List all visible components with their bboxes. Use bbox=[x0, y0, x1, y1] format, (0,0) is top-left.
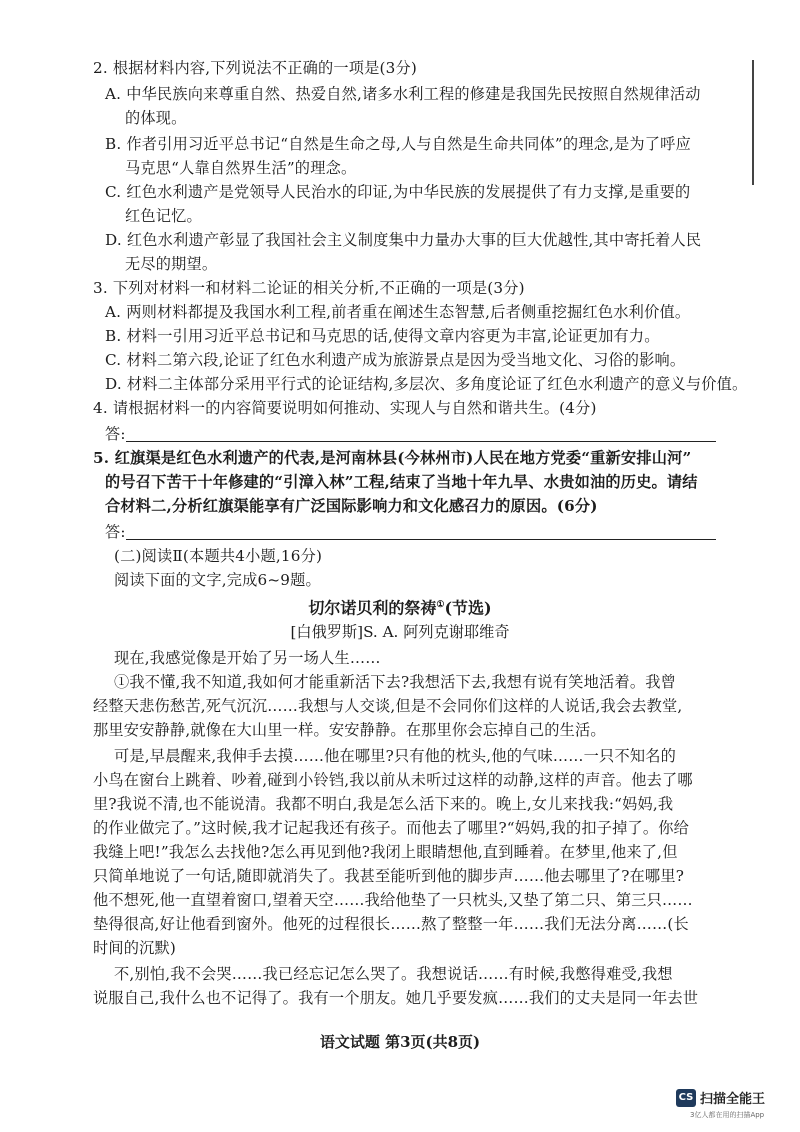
passage-line: ①我不懂,我不知道,我如何才能重新活下去?我想活下去,我想有说有笑地活着。我曾 bbox=[114, 673, 676, 691]
q2-option-d-cont: 无尽的期望。 bbox=[125, 255, 218, 273]
passage-line: 可是,早晨醒来,我伸手去摸……他在哪里?只有他的枕头,他的气味……一只不知名的 bbox=[114, 747, 676, 765]
q3-stem: 3. 下列对材料一和材料二论证的相关分析,不正确的一项是(3分) bbox=[93, 279, 525, 297]
passage-line: 经整天悲伤愁苦,死气沉沉……我想与人交谈,但是不会同你们这样的人说话,我会去教堂, bbox=[93, 697, 683, 715]
q5-answer-label: 答: bbox=[105, 523, 126, 541]
passage-line: 的作业做完了。”这时候,我才记起我还有孩子。而他去了哪里?“妈妈,我的扣子掉了。你给 bbox=[93, 819, 690, 837]
q4-answer-label: 答: bbox=[105, 425, 126, 443]
passage-line: 那里安安静静,就像在大山里一样。安安静静。在那里你会忘掉自己的生活。 bbox=[93, 721, 606, 739]
q2-option-c-cont: 红色记忆。 bbox=[125, 207, 202, 225]
q2-option-c: C. 红色水利遗产是党领导人民治水的印证,为中华民族的发展提供了有力支撑,是重要的 bbox=[105, 183, 691, 201]
passage-line: 现在,我感觉像是开始了另一场人生…… bbox=[114, 649, 381, 667]
q4-answer-line[interactable] bbox=[126, 441, 716, 442]
section-instruction: 阅读下面的文字,完成6~9题。 bbox=[114, 571, 321, 589]
scanner-name: 扫描全能王 bbox=[700, 1092, 766, 1107]
passage-line: 小鸟在窗台上跳着、吵着,碰到小铃铛,我以前从未听过这样的动静,这样的声音。他去了哪 bbox=[93, 771, 693, 789]
camscanner-icon: CS bbox=[676, 1089, 696, 1107]
passage-author: [白俄罗斯]S. A. 阿列克谢耶维奇 bbox=[290, 623, 510, 641]
passage-line: 只简单地说了一句话,随即就消失了。我甚至能听到他的脚步声……他去哪里了?在哪里? bbox=[93, 867, 685, 885]
margin-line bbox=[752, 60, 754, 185]
passage-title-text: 切尔诺贝利的祭祷 bbox=[308, 598, 437, 618]
q2-stem: 2. 根据材料内容,下列说法不正确的一项是(3分) bbox=[93, 59, 418, 77]
q2-option-b: B. 作者引用习近平总书记“自然是生命之母,人与自然是生命共同体”的理念,是为了呼应 bbox=[105, 135, 691, 153]
scanner-tagline: 3亿人都在用的扫描App bbox=[690, 1111, 765, 1119]
q5-line3: 合材料二,分析红旗渠能享有广泛国际影响力和文化感召力的原因。(6分) bbox=[105, 497, 598, 515]
q2-option-a: A. 中华民族向来尊重自然、热爱自然,诸多水利工程的修建是我国先民按照自然规律活动 bbox=[105, 85, 701, 103]
q5-answer-line[interactable] bbox=[126, 539, 716, 540]
q3-option-d: D. 材料二主体部分采用平行式的论证结构,多层次、多角度论证了红色水利遗产的意义与价值。 bbox=[105, 375, 748, 393]
q5-line2: 的号召下苦干十年修建的“引漳入林”工程,结束了当地十年九旱、水贵如油的历史。请结 bbox=[105, 473, 698, 491]
passage-line: 他不想死,他一直望着窗口,望着天空……我给他垫了一只枕头,又垫了第二只、第三只…… bbox=[93, 891, 693, 909]
passage-title-suffix: (节选) bbox=[444, 598, 492, 618]
page-footer: 语文试题 第3页(共8页) bbox=[319, 1033, 481, 1051]
passage-line: 垫得很高,好让他看到窗外。他死的过程很长……熬了整整一年……我们无法分离……(长 bbox=[93, 915, 689, 933]
passage-line: 时间的沉默) bbox=[93, 939, 177, 957]
passage-line: 我缝上吧!”我怎么去找他?怎么再见到他?我闭上眼睛想他,直到睡着。在梦里,他来了,但 bbox=[93, 843, 678, 861]
passage-line: 不,别怕,我不会哭……我已经忘记怎么哭了。我想说话……有时候,我憋得难受,我想 bbox=[114, 965, 673, 983]
passage-line: 里?我说不清,也不能说清。我都不明白,我是怎么活下来的。晚上,女儿来找我:“妈妈,我 bbox=[93, 795, 674, 813]
q2-option-b-cont: 马克思“人靠自然界生活”的理念。 bbox=[125, 159, 357, 177]
q2-option-a-cont: 的体现。 bbox=[125, 109, 187, 127]
q4-stem: 4. 请根据材料一的内容简要说明如何推动、实现人与自然和谐共生。(4分) bbox=[93, 399, 597, 417]
q2-option-d: D. 红色水利遗产彰显了我国社会主义制度集中力量办大事的巨大优越性,其中寄托着人民 bbox=[105, 231, 702, 249]
scanner-logo bbox=[676, 1088, 765, 1107]
passage-title bbox=[0, 594, 800, 619]
section-heading: (二)阅读Ⅱ(本题共4小题,16分) bbox=[114, 547, 323, 565]
q5-line1: 5. 红旗渠是红色水利遗产的代表,是河南林县(今林州市)人民在地方党委“重新安排山河” bbox=[93, 449, 692, 467]
q3-option-c: C. 材料二第六段,论证了红色水利遗产成为旅游景点是因为受当地文化、习俗的影响。 bbox=[105, 351, 686, 369]
title-footnote-marker: ① bbox=[436, 600, 445, 610]
q3-option-b: B. 材料一引用习近平总书记和马克思的话,使得文章内容更为丰富,论证更加有力。 bbox=[105, 327, 660, 345]
q3-option-a: A. 两则材料都提及我国水利工程,前者重在阐述生态智慧,后者侧重挖掘红色水利价值。 bbox=[105, 303, 691, 321]
passage-line: 说服自己,我什么也不记得了。我有一个朋友。她几乎要发疯……我们的丈夫是同一年去世 bbox=[93, 989, 699, 1007]
